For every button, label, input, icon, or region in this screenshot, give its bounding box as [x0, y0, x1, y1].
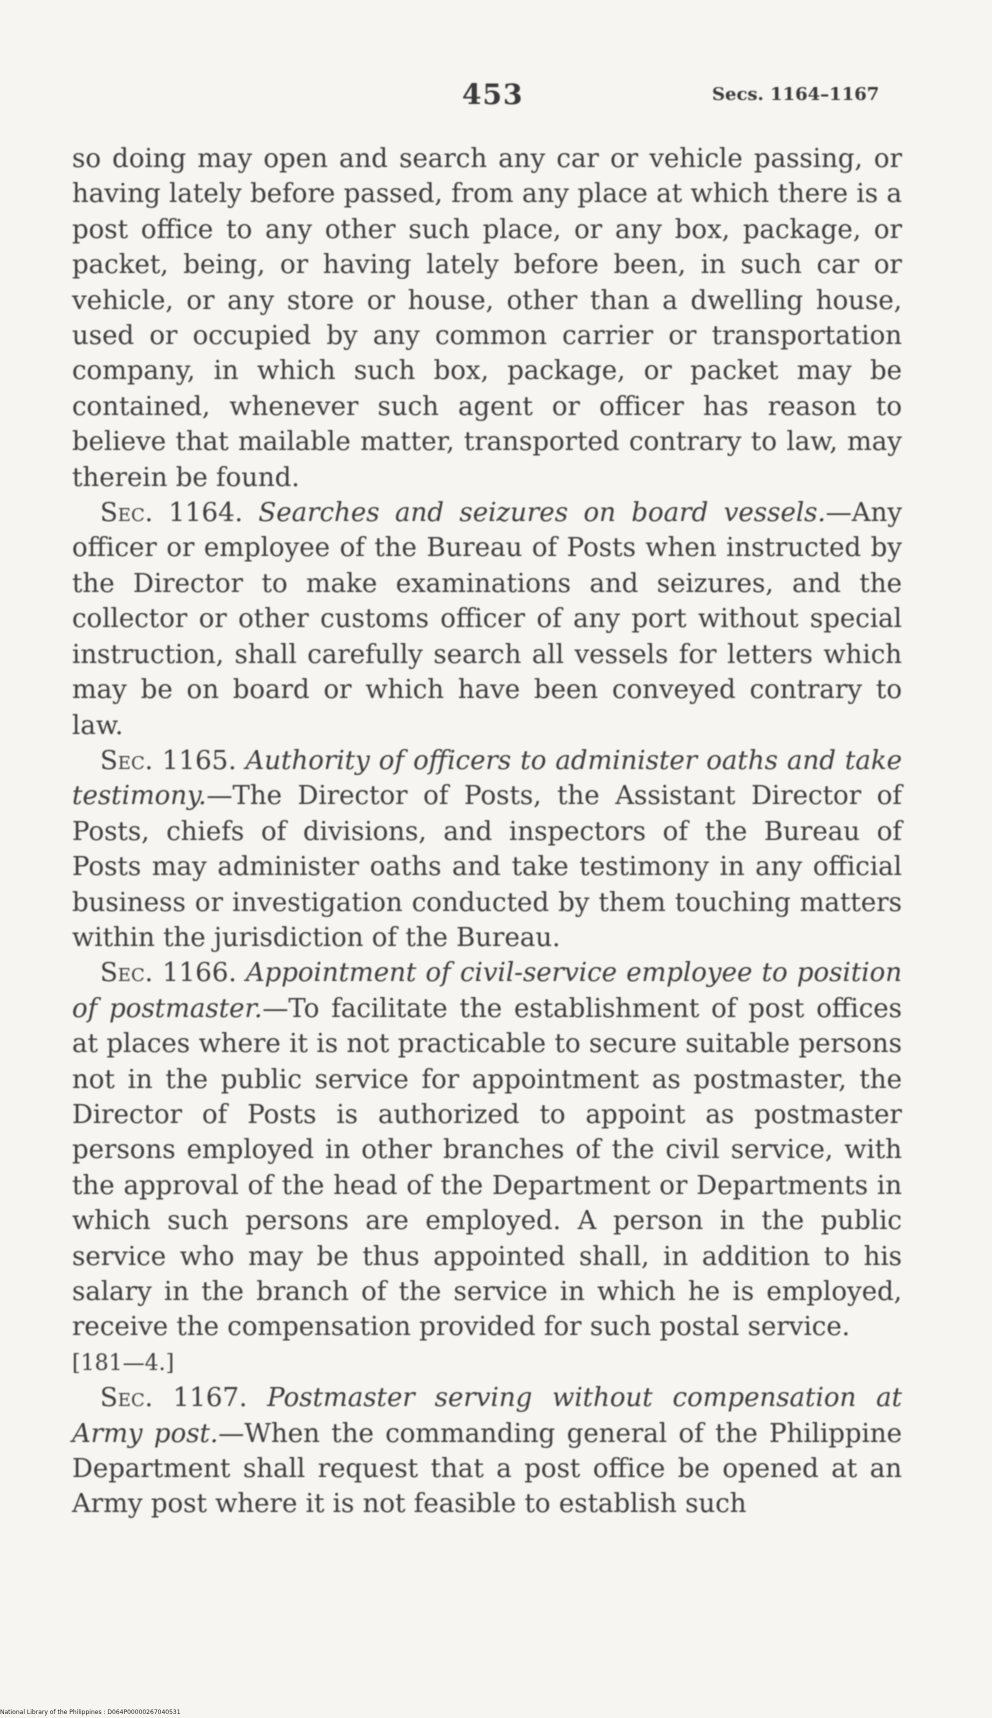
- section-title: Appointment of civil-service employee to position of postmaster.: [72, 958, 902, 1024]
- citation: [181—4.]: [72, 1350, 175, 1376]
- body-text: [72, 142, 902, 1523]
- section-text: —The Director of Posts, the Assistant Director of Posts, chiefs of divisions, and inspectors of the Bureau of Posts may administer oaths and take testimony in any official business or investigation conducted by them touching matters within the jurisdiction of the Bureau.: [72, 781, 902, 953]
- section-label: Sec. 1165.: [100, 745, 237, 776]
- section-text: —To facilitate the establishment of post offices at places where it is not practicable to secure suitable persons not in the public service for appointment as postmaster, the Director of Posts is authorized to appoint as postmaster persons employed in other branches of the civil service, with the approval of the head of the Department or Departments in which such persons are employed. A person in the public service who may be thus appointed shall, in addition to his salary in the branch of the service in which he is employed, receive the compensation provided for such postal service.: [72, 993, 902, 1343]
- section-label: Sec. 1166.: [100, 958, 237, 989]
- section-title: Postmaster serving without compensation at Army post.: [72, 1383, 903, 1449]
- section-1164: [72, 496, 902, 744]
- section-1165: [72, 744, 902, 956]
- section-title: Authority of officers to administer oaths and take testimony.: [72, 745, 903, 812]
- section-text: —Any officer or employee of the Bureau of Posts when instructed by the Director to make examinations and seizures, and the collector or other customs officer of any port without special instruction, shall carefully search all vessels for letters which may be on board or which have been conveyed contrary to law.: [72, 498, 903, 741]
- page-header: [0, 78, 992, 118]
- page-number: 453: [462, 78, 524, 111]
- opening-paragraph: so doing may open and search any car or vehicle passing, or having lately before passed, from any place at which there is a post office to any other such place, or any box, package, or packet, being, or having lately before been, in such car or vehicle, or any store or house, other than a dwelling house, used or occupied by any common carrier or transportation company, in which such box, package, or packet may be contained, whenever such agent or officer has reason to believe that mailable matter, transported contrary to law, may therein be found.: [72, 144, 902, 493]
- section-label: Sec. 1167.: [100, 1383, 248, 1414]
- section-title: Searches and seizures on board vessels.: [258, 498, 826, 529]
- section-label: Sec. 1164.: [100, 498, 243, 529]
- section-text: —When the commanding general of the Philippine Department shall request that a post office be opened at an Army post where it is not feasible to establish such: [72, 1418, 902, 1520]
- section-1167: [72, 1381, 902, 1523]
- section-1166: [72, 956, 902, 1345]
- library-stamp: National Library of the Philippines : D064P00000267040531: [0, 1709, 181, 1716]
- running-head: Secs. 1164–1167: [712, 84, 880, 105]
